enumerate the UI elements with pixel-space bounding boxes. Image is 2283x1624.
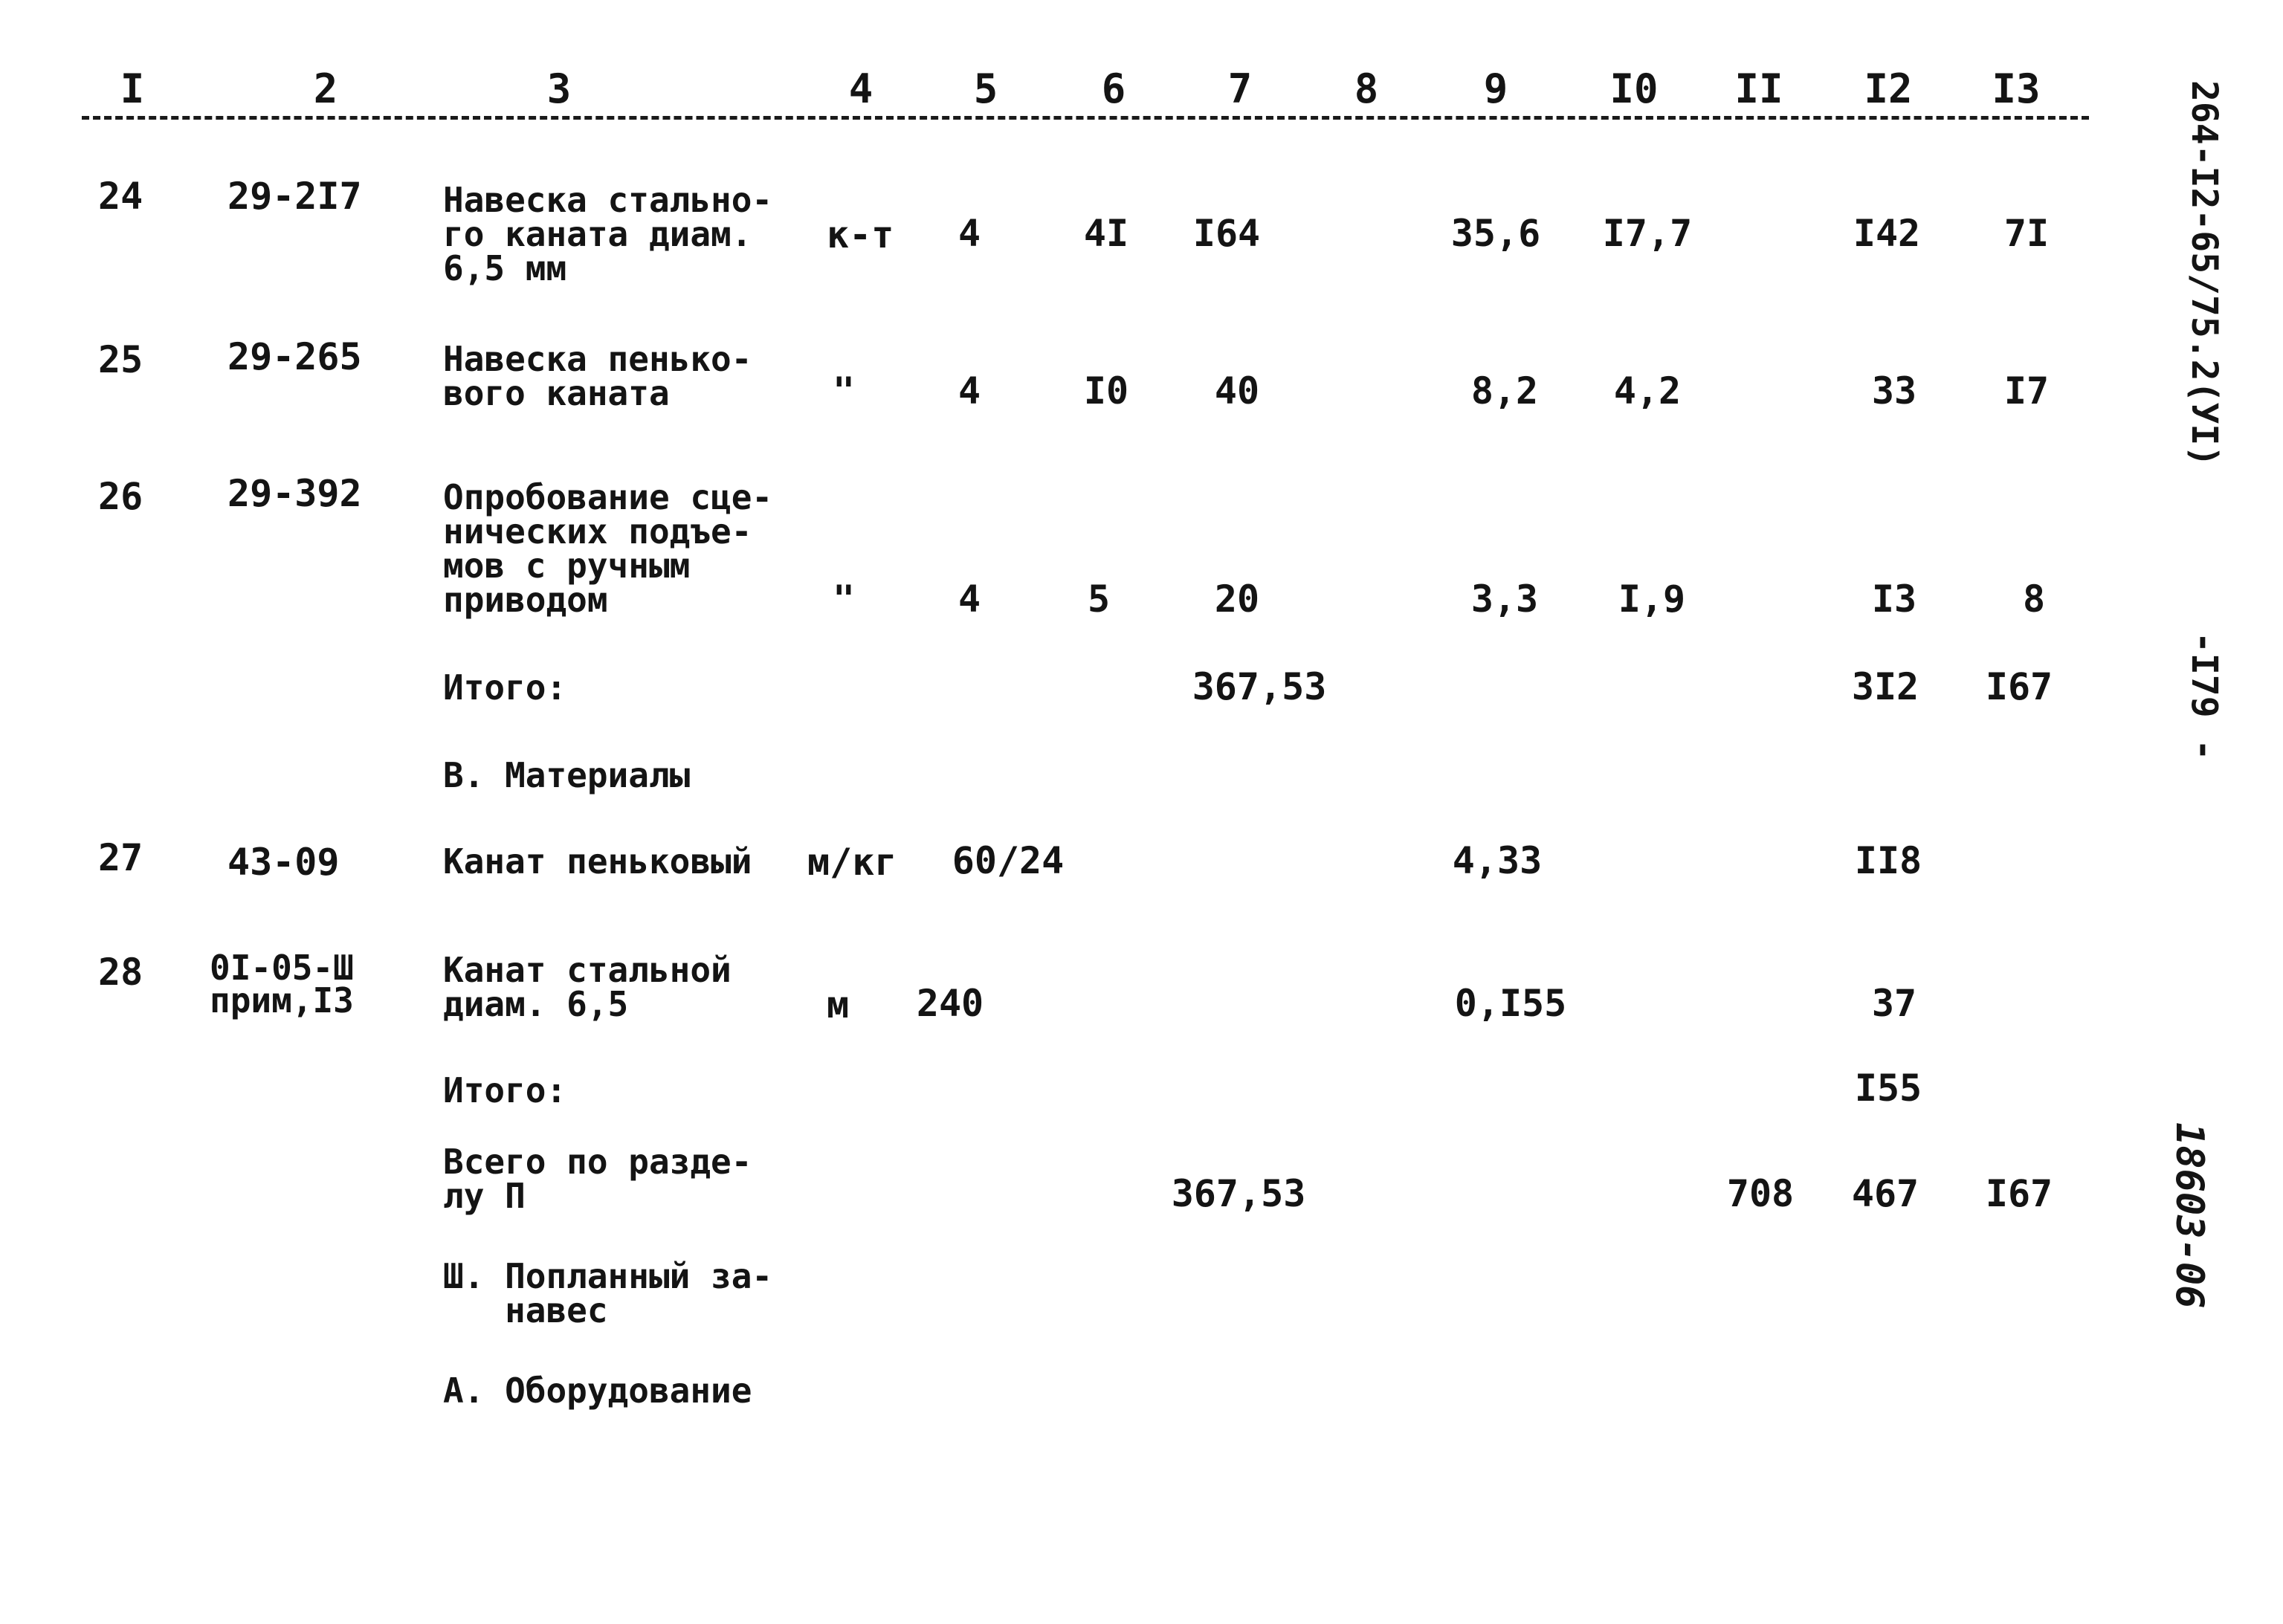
cell-col7: 367,53: [1171, 1172, 1306, 1215]
subtotal-label: Итого:: [443, 1070, 567, 1110]
cell-col7: 40: [1214, 369, 1260, 413]
row-number: 27: [98, 836, 143, 879]
col-header-1: I: [120, 65, 145, 112]
cell-col9: 4,33: [1452, 839, 1543, 882]
row-unit: ": [833, 578, 856, 621]
row-unit: к-т: [827, 213, 894, 256]
section-heading: Ш. Попланный за- навес: [443, 1256, 773, 1330]
cell-col12: I42: [1853, 212, 1921, 255]
cell-col10: I7,7: [1602, 212, 1693, 255]
row-code: 0I-05-Ш прим,I3: [210, 948, 354, 1020]
cell-col5: 60/24: [952, 839, 1065, 882]
cell-col6: 5: [1087, 578, 1111, 621]
cell-col13: I67: [1985, 1172, 2053, 1215]
cell-col5: 240: [916, 982, 984, 1025]
col-header-4: 4: [848, 65, 874, 112]
row-description: Канат стальной диам. 6,5: [443, 950, 732, 1024]
row-description: Канат пеньковый: [443, 841, 752, 881]
cell-col5: 4: [958, 369, 981, 413]
row-description: Навеска пенько- вого каната: [443, 339, 752, 413]
row-code: 29-265: [227, 335, 362, 378]
col-header-11: II: [1734, 65, 1783, 112]
col-header-5: 5: [973, 65, 998, 112]
cell-col9: 8,2: [1470, 369, 1539, 413]
row-unit: м: [827, 983, 850, 1026]
row-description: Навеска стально- го каната диам. 6,5 мм: [443, 180, 773, 288]
header-dashed-rule: [82, 116, 2089, 120]
cell-col12: 37: [1871, 982, 1917, 1025]
section-heading: В. Материалы: [443, 755, 691, 795]
col-header-13: I3: [1992, 65, 2041, 112]
col-header-3: 3: [546, 65, 572, 112]
column-header-row: [0, 67, 2104, 126]
cell-col7: 367,53: [1192, 665, 1327, 708]
cell-col13: 8: [2022, 578, 2046, 621]
cell-col12: 467: [1851, 1172, 1919, 1215]
cell-col9: 3,3: [1470, 578, 1539, 621]
cell-col12: II8: [1854, 839, 1922, 882]
col-header-8: 8: [1354, 65, 1379, 112]
row-number: 24: [98, 175, 143, 218]
cell-col10: 4,2: [1613, 369, 1682, 413]
cell-col12: I55: [1854, 1067, 1922, 1110]
section-heading: А. Оборудование: [443, 1371, 752, 1411]
subtotal-label: Итого:: [443, 667, 567, 708]
cell-col13: I67: [1985, 665, 2053, 708]
document-code-label: 264-I2-65/75.2(УI): [2183, 80, 2225, 468]
page-number-label: -I79 -: [2183, 632, 2225, 761]
row-number: 26: [98, 475, 143, 518]
cell-col11: 708: [1726, 1172, 1795, 1215]
section-total-label: Всего по разде- лу П: [443, 1142, 752, 1216]
row-number: 28: [98, 951, 143, 994]
cell-col10: I,9: [1618, 578, 1686, 621]
cell-col7: 20: [1214, 578, 1260, 621]
stamp-number-label: 18603-06: [2167, 1122, 2212, 1309]
row-unit: м/кг: [807, 841, 897, 884]
col-header-9: 9: [1483, 65, 1508, 112]
cell-col12: 33: [1871, 369, 1917, 413]
cell-col9: 0,I55: [1454, 982, 1567, 1025]
cell-col5: 4: [958, 212, 981, 255]
cell-col9: 35,6: [1450, 212, 1541, 255]
col-header-7: 7: [1227, 65, 1253, 112]
cell-col12: I3: [1871, 578, 1917, 621]
cell-col7: I64: [1192, 212, 1261, 255]
cell-col13: I7: [2003, 369, 2050, 413]
col-header-6: 6: [1101, 65, 1126, 112]
cell-col6: I0: [1083, 369, 1129, 413]
row-code: 43-09: [227, 841, 340, 884]
cell-col12: 3I2: [1851, 665, 1919, 708]
row-code: 29-392: [227, 472, 362, 515]
col-header-2: 2: [313, 65, 338, 112]
cell-col5: 4: [958, 578, 981, 621]
col-header-10: I0: [1609, 65, 1659, 112]
cell-col6: 4I: [1083, 212, 1129, 255]
col-header-12: I2: [1864, 65, 1913, 112]
cell-col13: 7I: [2003, 212, 2050, 255]
row-number: 25: [98, 338, 143, 381]
row-code: 29-2I7: [227, 175, 362, 218]
row-description: Опробование сце- нических подъе- мов с ручным приводом: [443, 477, 773, 620]
row-unit: ": [833, 369, 856, 413]
